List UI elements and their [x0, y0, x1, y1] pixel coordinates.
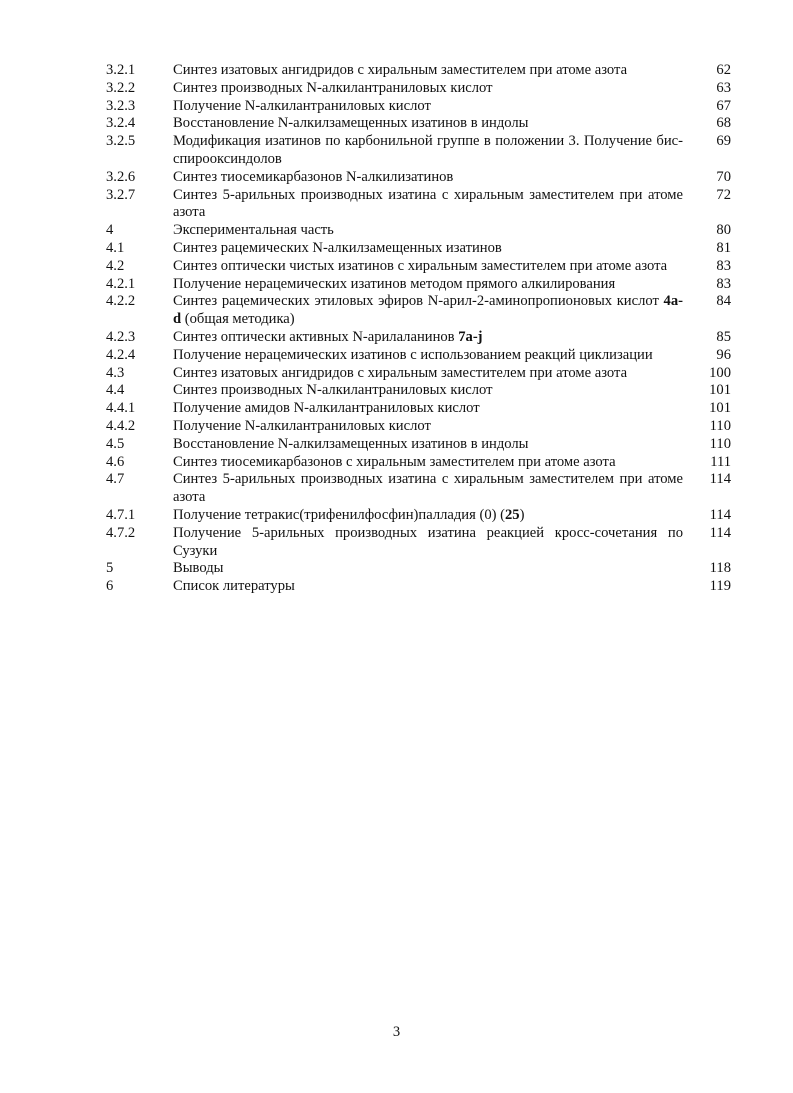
toc-row: [106, 62, 731, 80]
toc-row: [106, 169, 731, 187]
toc-section-number: 5: [106, 560, 114, 577]
toc-section-number: 3.2.4: [106, 115, 136, 132]
toc-row: [106, 133, 731, 169]
toc-title-fragment: Экспериментальная часть: [173, 222, 334, 239]
toc-section-number: 4.2.4: [106, 346, 136, 363]
toc-page-number: 83: [716, 275, 731, 292]
toc-title-fragment: (общая методика): [181, 311, 295, 328]
toc-title-fragment: Синтез 5-арильных производных изатина с хиральным заместителем при атоме азота: [173, 471, 683, 506]
toc-section-title: [173, 258, 683, 276]
toc-row: [106, 507, 731, 525]
toc-section-number: 4.2.1: [106, 275, 136, 292]
toc-section-number: 4.4: [106, 382, 125, 399]
toc-row: [106, 98, 731, 116]
toc-title-fragment: Синтез рацемических N-алкилзамещенных изатинов: [173, 239, 502, 256]
toc-page-number: 101: [709, 400, 731, 417]
toc-row: [106, 418, 731, 436]
toc-row: [106, 365, 731, 383]
toc-section-number: 4.2.3: [106, 328, 136, 345]
toc-section-number: 3.2.2: [106, 79, 136, 96]
toc-title-fragment: Синтез тиосемикарбазонов N-алкилизатинов: [173, 168, 454, 185]
toc-title-fragment: Модификация изатинов по карбонильной группе в положении 3. Получение бис-спирооксиндолов: [173, 133, 683, 167]
toc-row: [106, 187, 731, 223]
toc-title-fragment: Получение нерацемических изатинов методом прямого алкилирования: [173, 275, 616, 292]
toc-section-number: 4.5: [106, 435, 125, 452]
toc-page-number: 96: [716, 346, 731, 363]
table-of-contents: [106, 62, 731, 596]
toc-row: [106, 471, 731, 507]
toc-row: [106, 293, 731, 329]
toc-page-number: 80: [716, 222, 731, 239]
toc-section-number: 3.2.6: [106, 168, 136, 185]
toc-row: [106, 80, 731, 98]
toc-page-number: 114: [709, 506, 731, 523]
toc-section-title: [173, 222, 683, 240]
toc-section-title: [173, 418, 683, 436]
toc-page-number: 111: [710, 453, 731, 470]
toc-page-number: 119: [709, 578, 731, 595]
toc-title-fragment: Синтез оптически чистых изатинов с хиральным заместителем при атоме азота: [173, 257, 668, 274]
toc-title-fragment: Синтез производных N-алкилантраниловых кислот: [173, 382, 493, 399]
toc-page-number: 63: [716, 79, 731, 96]
toc-page-number: 67: [716, 97, 731, 114]
toc-section-title: [173, 240, 683, 258]
toc-section-title: [173, 525, 683, 561]
toc-section-title: [173, 347, 683, 365]
toc-page-number: 101: [709, 382, 731, 399]
toc-row: [106, 578, 731, 596]
toc-page-number: 83: [716, 257, 731, 274]
toc-section-title: [173, 62, 683, 80]
toc-row: [106, 240, 731, 258]
toc-page-number: 114: [709, 524, 731, 541]
toc-page-number: 114: [709, 471, 731, 488]
toc-title-fragment: Синтез изатовых ангидридов с хиральным заместителем при атоме азота: [173, 62, 628, 78]
toc-section-number: 6: [106, 578, 114, 595]
toc-title-fragment: Синтез 5-арильных производных изатина с хиральным заместителем при атоме азота: [173, 186, 683, 221]
toc-title-fragment: Получение N-алкилантраниловых кислот: [173, 417, 431, 434]
toc-section-title: [173, 382, 683, 400]
toc-row: [106, 436, 731, 454]
toc-title-fragment: Получение N-алкилантраниловых кислот: [173, 97, 431, 114]
toc-page-number: 69: [716, 133, 731, 150]
toc-page-number: 118: [709, 560, 731, 577]
toc-section-number: 4.3: [106, 364, 125, 381]
toc-section-title: [173, 187, 683, 223]
toc-section-number: 3.2.1: [106, 62, 136, 78]
toc-row: [106, 276, 731, 294]
toc-section-title: [173, 578, 683, 596]
toc-page-number: 70: [716, 168, 731, 185]
page-number: 3: [392, 1024, 401, 1040]
toc-row: [106, 115, 731, 133]
toc-title-fragment: Синтез изатовых ангидридов с хиральным заместителем при атоме азота: [173, 364, 628, 381]
toc-title-fragment: Восстановление N-алкилзамещенных изатинов в индолы: [173, 435, 529, 452]
toc-section-title: [173, 365, 683, 383]
toc-row: [106, 454, 731, 472]
toc-section-title: [173, 507, 683, 525]
toc-section-number: 4.2: [106, 257, 125, 274]
toc-page-number: 110: [709, 417, 731, 434]
toc-section-number: 4.1: [106, 239, 125, 256]
toc-title-fragment: Синтез тиосемикарбазонов с хиральным заместителем при атоме азота: [173, 453, 616, 470]
toc-section-number: 4.4.2: [106, 417, 136, 434]
toc-section-title: [173, 329, 683, 347]
toc-section-title: [173, 276, 683, 294]
toc-row: [106, 400, 731, 418]
toc-page-number: 68: [716, 115, 731, 132]
toc-page-number: 110: [709, 435, 731, 452]
toc-title-fragment: Получение нерацемических изатинов с использованием реакций циклизации: [173, 346, 653, 363]
toc-section-number: 4.7.2: [106, 524, 136, 541]
toc-title-bold-fragment: 7a-j: [458, 328, 483, 345]
toc-title-fragment: Синтез производных N-алкилантраниловых кислот: [173, 79, 493, 96]
toc-section-title: [173, 169, 683, 187]
toc-section-title: [173, 80, 683, 98]
toc-row: [106, 560, 731, 578]
toc-title-bold-fragment: 25: [505, 506, 520, 523]
toc-section-number: 4.7: [106, 471, 125, 488]
toc-section-title: [173, 293, 683, 329]
toc-section-title: [173, 115, 683, 133]
toc-title-fragment: Восстановление N-алкилзамещенных изатинов в индолы: [173, 115, 529, 132]
toc-title-bold-fragment: 4a-d: [173, 293, 683, 328]
toc-title-fragment: Получение 5-арильных производных изатина реакцией кросс-сочетания по Сузуки: [173, 524, 683, 559]
toc-title-fragment: Получение амидов N-алкилантраниловых кислот: [173, 400, 480, 417]
toc-section-title: [173, 133, 683, 169]
toc-title-fragment: ): [519, 506, 525, 523]
toc-title-fragment: Список литературы: [173, 578, 295, 595]
toc-title-fragment: Получение тетракис(трифенилфосфин)палладия (0) (: [173, 506, 505, 523]
toc-page-number: 62: [716, 62, 731, 78]
toc-section-title: [173, 560, 683, 578]
toc-section-title: [173, 471, 683, 507]
toc-title-fragment: Синтез рацемических этиловых эфиров N-арил-2-аминопропионовых кислот: [173, 293, 664, 310]
toc-section-number: 4.2.2: [106, 293, 136, 310]
toc-section-number: 4.6: [106, 453, 125, 470]
toc-section-number: 4.4.1: [106, 400, 136, 417]
toc-row: [106, 329, 731, 347]
toc-page-number: 81: [716, 239, 731, 256]
toc-section-title: [173, 400, 683, 418]
toc-row: [106, 382, 731, 400]
toc-section-number: 3.2.5: [106, 133, 136, 150]
toc-section-title: [173, 436, 683, 454]
toc-page-number: 85: [716, 328, 731, 345]
toc-section-number: 4: [106, 222, 114, 239]
toc-section-title: [173, 98, 683, 116]
toc-page-number: 72: [716, 186, 731, 203]
toc-row: [106, 347, 731, 365]
toc-row: [106, 258, 731, 276]
toc-title-fragment: Выводы: [173, 560, 224, 577]
toc-page-number: 84: [716, 293, 731, 310]
toc-page-number: 100: [709, 364, 731, 381]
toc-section-number: 3.2.7: [106, 186, 136, 203]
toc-section-title: [173, 454, 683, 472]
toc-title-fragment: Синтез оптически активных N-арилаланинов: [173, 328, 459, 345]
toc-section-number: 3.2.3: [106, 97, 136, 114]
toc-row: [106, 222, 731, 240]
toc-section-number: 4.7.1: [106, 506, 136, 523]
toc-row: [106, 525, 731, 561]
